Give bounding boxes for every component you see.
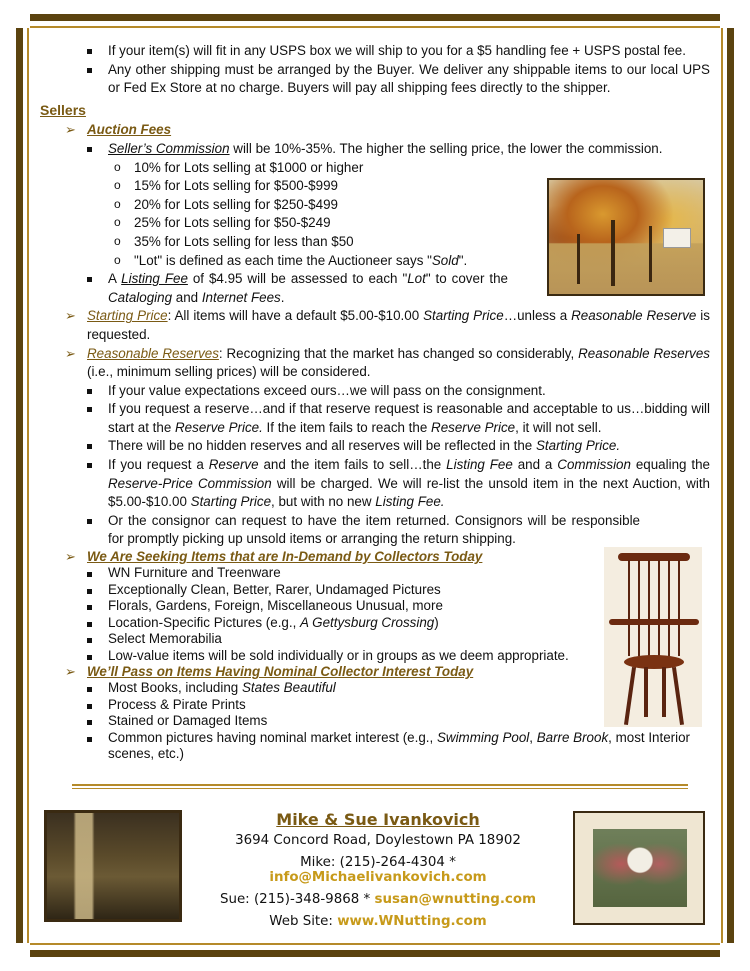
item-text: Select Memorabilia [108, 631, 222, 647]
auction-fees-section [65, 121, 710, 140]
sp-text: is requested. [87, 308, 710, 342]
bullet-italic: Starting Price. [535, 438, 621, 454]
contact-block [190, 810, 566, 936]
interior-scene-picture [44, 810, 182, 922]
bullet-text: will be charged. We will re-list the unsold item in the next Auction, with $5.00-$10.00 [108, 475, 710, 510]
rr-italic: Reasonable Reserves [578, 345, 710, 361]
item-text: Common pictures having nominal market interest (e.g., [108, 729, 437, 745]
tree-trunk [611, 220, 615, 286]
shipping-bullet-usps [108, 42, 710, 61]
starting-price-heading: Starting Price [87, 308, 168, 324]
mike-email-link[interactable]: info@Michaelivankovich.com [269, 870, 487, 885]
contact-mike [190, 855, 566, 885]
chair-leg [624, 667, 636, 725]
website-label: Web Site: [269, 914, 338, 929]
item-italic: Swimming Pool [436, 729, 530, 745]
sellers-heading: Sellers [40, 101, 86, 118]
commission-text: will be 10%-35%. The higher the selling price, the lower the commission. [229, 140, 663, 156]
item-text: ) [434, 614, 439, 630]
bullet-italic: Starting Price [190, 494, 272, 510]
arrow-bullet-icon: ➢ [65, 549, 76, 565]
sp-italic: Starting Price [423, 308, 504, 324]
listing-fee-label: Listing Fee [121, 271, 188, 287]
listing-text: of $4.95 will be assessed to each " [187, 271, 408, 287]
bullet-text: , it will not sell. [515, 419, 602, 435]
reserves-section [65, 345, 710, 382]
commission-label: Seller’s Commission [108, 140, 230, 156]
listing-cataloging: Cataloging [108, 289, 173, 305]
windsor-chair-picture [604, 547, 702, 727]
autumn-landscape-picture [547, 178, 705, 296]
frame-corner [720, 14, 734, 28]
listing-internet: Internet Fees [201, 289, 281, 305]
website-link[interactable]: www.WNutting.com [337, 914, 487, 929]
item-text: Most Books, including [108, 680, 242, 696]
bullet-italic: Reserve [208, 457, 259, 473]
bullet-italic: Reserve Price. [175, 419, 263, 435]
lot-def-text: "Lot" is defined as each time the Auctioneer says " [134, 252, 432, 268]
item-italic: Barre Brook [536, 729, 609, 745]
bullet-italic: Listing Fee. [375, 494, 445, 510]
sue-email-link[interactable]: susan@wnutting.com [374, 892, 537, 907]
bullet-italic: Listing Fee [446, 457, 513, 473]
bullet-italic: Reserve Price [431, 419, 516, 435]
item-text: Location-Specific Pictures (e.g., [108, 614, 301, 630]
lot-def-word: Sold [431, 252, 459, 268]
arrow-bullet-icon: ➢ [65, 308, 76, 324]
divider-line [72, 784, 688, 786]
listing-lot: Lot [407, 271, 426, 287]
item-text: Exceptionally Clean, Better, Rarer, Undamaged Pictures [108, 581, 441, 597]
listing-text: A [108, 271, 122, 287]
chair-arm [609, 619, 699, 625]
tier-text: 35% for Lots selling for less than $50 [134, 233, 354, 249]
auction-fees-heading: Auction Fees [87, 122, 172, 138]
item-text: WN Furniture and Treenware [108, 565, 281, 581]
contact-sue [190, 892, 566, 907]
chair-spindle [638, 560, 640, 656]
frame-corner [16, 14, 30, 28]
bullet-text: If your item(s) will fit in any USPS box we will ship to you for a $5 handling fee + USPS postal fee. [108, 43, 686, 58]
tree-trunk [577, 234, 580, 284]
reserve-bullet [108, 400, 710, 437]
contact-address: 3694 Concord Road, Doylestown PA 18902 [235, 833, 521, 848]
reserves-heading: Reasonable Reserves [87, 345, 219, 361]
item-text: Florals, Gardens, Foreign, Miscellaneous Unusual, more [108, 598, 443, 614]
rr-text: : Recognizing that the market has changed so considerably, [218, 345, 579, 361]
bullet-text: equaling the [630, 457, 710, 473]
sp-text: : All items will have a default $5.00-$10.00 [167, 308, 424, 324]
listing-text: . [280, 289, 285, 305]
chair-leg [644, 667, 648, 717]
tree-trunk [649, 226, 652, 282]
bullet-text: If your value expectations exceed ours…we will pass on the consignment. [108, 382, 546, 398]
arrow-bullet-icon: ➢ [65, 345, 76, 361]
frame-corner [720, 943, 734, 957]
contact-website [190, 914, 566, 929]
frame-corner [16, 943, 30, 957]
listing-text: " to cover the [425, 271, 508, 287]
seeking-heading: We Are Seeking Items that are In-Demand by Collectors Today [87, 549, 483, 565]
house-shape [663, 228, 691, 248]
chair-spindle [668, 560, 670, 656]
mike-phone: Mike: (215)-264-4304 * [300, 855, 456, 870]
chair-leg [672, 667, 684, 725]
reserve-bullet [108, 382, 710, 401]
garden-print [593, 829, 687, 907]
pass-heading: We’ll Pass on Items Having Nominal Collector Interest Today [87, 664, 474, 680]
bullet-text: Or the consignor can request to have the item returned. Consignors will be responsible for promptly picking up unsold items or arranging the return shipping. [108, 512, 640, 547]
tier-text: 25% for Lots selling for $50-$249 [134, 215, 331, 231]
listing-fee-bullet [108, 270, 508, 307]
chair-leg [662, 667, 666, 717]
shipping-bullet-other [108, 61, 710, 98]
bullet-text: Any other shipping must be arranged by the Buyer. We deliver any shippable items to our local UPS or Fed Ex Store at no charge. Buyers will pay all shipping fees directly to the shipper. [108, 61, 710, 96]
tier-text: 20% for Lots selling for $250-$499 [134, 196, 338, 212]
reserve-bullet [108, 437, 710, 456]
bullet-text: and a [512, 457, 558, 473]
item-text: Stained or Damaged Items [108, 713, 268, 729]
bullet-italic: Commission [557, 457, 631, 473]
sp-text: …unless a [503, 308, 572, 324]
sp-italic: Reasonable Reserve [571, 308, 697, 324]
chair-spindle [628, 560, 630, 656]
bullet-italic: Reserve-Price Commission [108, 475, 272, 491]
tier-text: 15% for Lots selling for $500-$999 [134, 178, 338, 194]
listing-text: and [172, 289, 202, 305]
bullet-text: If you request a [108, 457, 209, 473]
lot-def-text: ". [458, 252, 468, 268]
bullet-text: There will be no hidden reserves and all reserves will be reflected in the [108, 438, 536, 454]
pass-item [108, 730, 710, 763]
reserve-bullet [108, 512, 640, 549]
item-text: Process & Pirate Prints [108, 696, 246, 712]
commission-bullet [108, 140, 710, 159]
arrow-bullet-icon: ➢ [65, 664, 76, 680]
tier-text: 10% for Lots selling at $1000 or higher [134, 159, 364, 175]
divider-line [72, 788, 688, 789]
bullet-text: , but with no new [271, 494, 376, 510]
bullet-text: and the item fails to sell…the [258, 457, 447, 473]
sue-phone: Sue: (215)-348-9868 * [219, 892, 375, 907]
chair-spindle [648, 560, 650, 656]
chair-spindle [678, 560, 680, 656]
commission-tier [134, 159, 710, 178]
bullet-text: If the item fails to reach the [262, 419, 432, 435]
item-italic: States Beautiful [241, 680, 336, 696]
item-italic: A Gettysburg Crossing [300, 614, 435, 630]
item-text: , most Interior scenes, etc.) [108, 729, 691, 762]
item-text: , [529, 729, 537, 745]
chair-spindle [658, 560, 660, 656]
arrow-bullet-icon: ➢ [65, 122, 76, 138]
reserve-bullet [108, 456, 710, 512]
bullet-text: If you request a reserve…and if that reserve request is reasonable and acceptable to us…bidding will start at the [108, 401, 710, 435]
contact-name: Mike & Sue Ivankovich [276, 810, 480, 829]
item-text: Low-value items will be sold individually or in groups as we deem appropriate. [108, 647, 569, 663]
rr-text: (i.e., minimum selling prices) will be considered. [87, 364, 371, 380]
garden-path-picture [573, 811, 705, 925]
starting-price-section [65, 307, 710, 344]
